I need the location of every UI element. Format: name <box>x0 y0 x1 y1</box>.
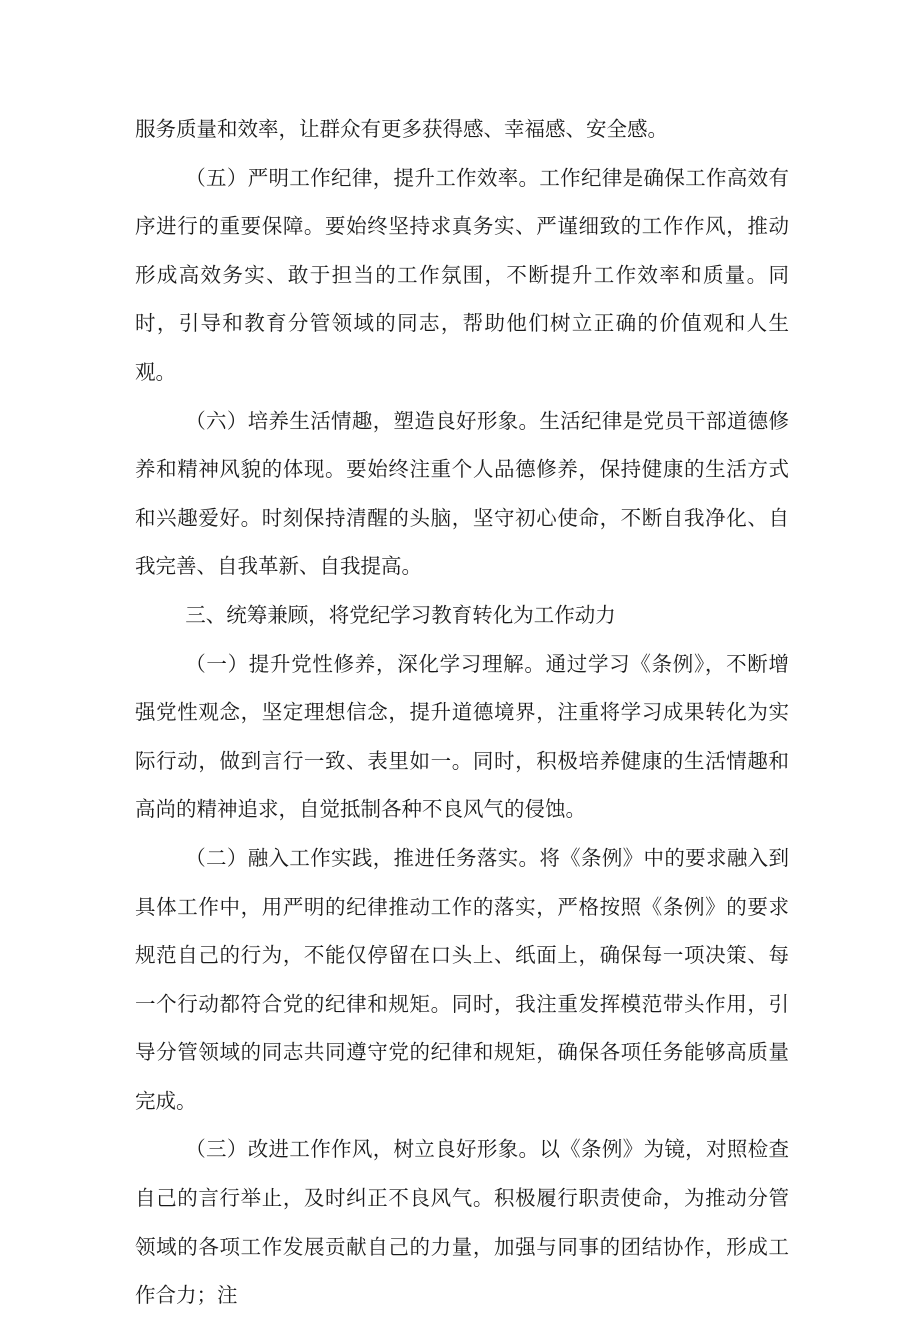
paragraph-subsection-1: （一）提升党性修养，深化学习理解。通过学习《条例》，不断增强党性观念，坚定理想信念，提升道德境界，注重将学习成果转化为实际行动，做到言行一致、表里如一。同时，积极培养健康的生活情趣和高尚的精神追求，自觉抵制各种不良风气的侵蚀。 <box>135 651 789 822</box>
paragraph-subsection-2: （二）融入工作实践，推进任务落实。将《条例》中的要求融入到具体工作中，用严明的纪律推动工作的落实，严格按照《条例》的要求规范自己的行为，不能仅停留在口头上、纸面上，确保每一项决策、每一个行动都符合党的纪律和规矩。同时，我注重发挥模范带头作用，引导分管领域的同志共同遵守党的纪律和规矩，确保各项任务能够高质量完成。 <box>135 845 789 1113</box>
paragraph-section-6: （六）培养生活情趣，塑造良好形象。生活纪律是党员干部道德修养和精神风貌的体现。要始终注重个人品德修养，保持健康的生活方式和兴趣爱好。时刻保持清醒的头脑，坚守初心使命，不断自我净化、自我完善、自我革新、自我提高。 <box>135 408 789 579</box>
document-body <box>135 105 789 1320</box>
section-heading-3: 三、统筹兼顾，将党纪学习教育转化为工作动力 <box>185 602 616 627</box>
paragraph-continuation: 服务质量和效率，让群众有更多获得感、幸福感、安全感。 <box>135 117 668 141</box>
paragraph-section-5: （五）严明工作纪律，提升工作效率。工作纪律是确保工作高效有序进行的重要保障。要始终坚持求真务实、严谨细致的工作作风，推动形成高效务实、敢于担当的工作氛围，不断提升工作效率和质量。同时，引导和教育分管领域的同志，帮助他们树立正确的价值观和人生观。 <box>135 165 789 384</box>
paragraph-subsection-3: （三）改进工作作风，树立良好形象。以《条例》为镜，对照检查自己的言行举止，及时纠正不良风气。积极履行职责使命，为推动分管领域的各项工作发展贡献自己的力量，加强与同事的团结协作，形成工作合力；注 <box>135 1137 789 1308</box>
